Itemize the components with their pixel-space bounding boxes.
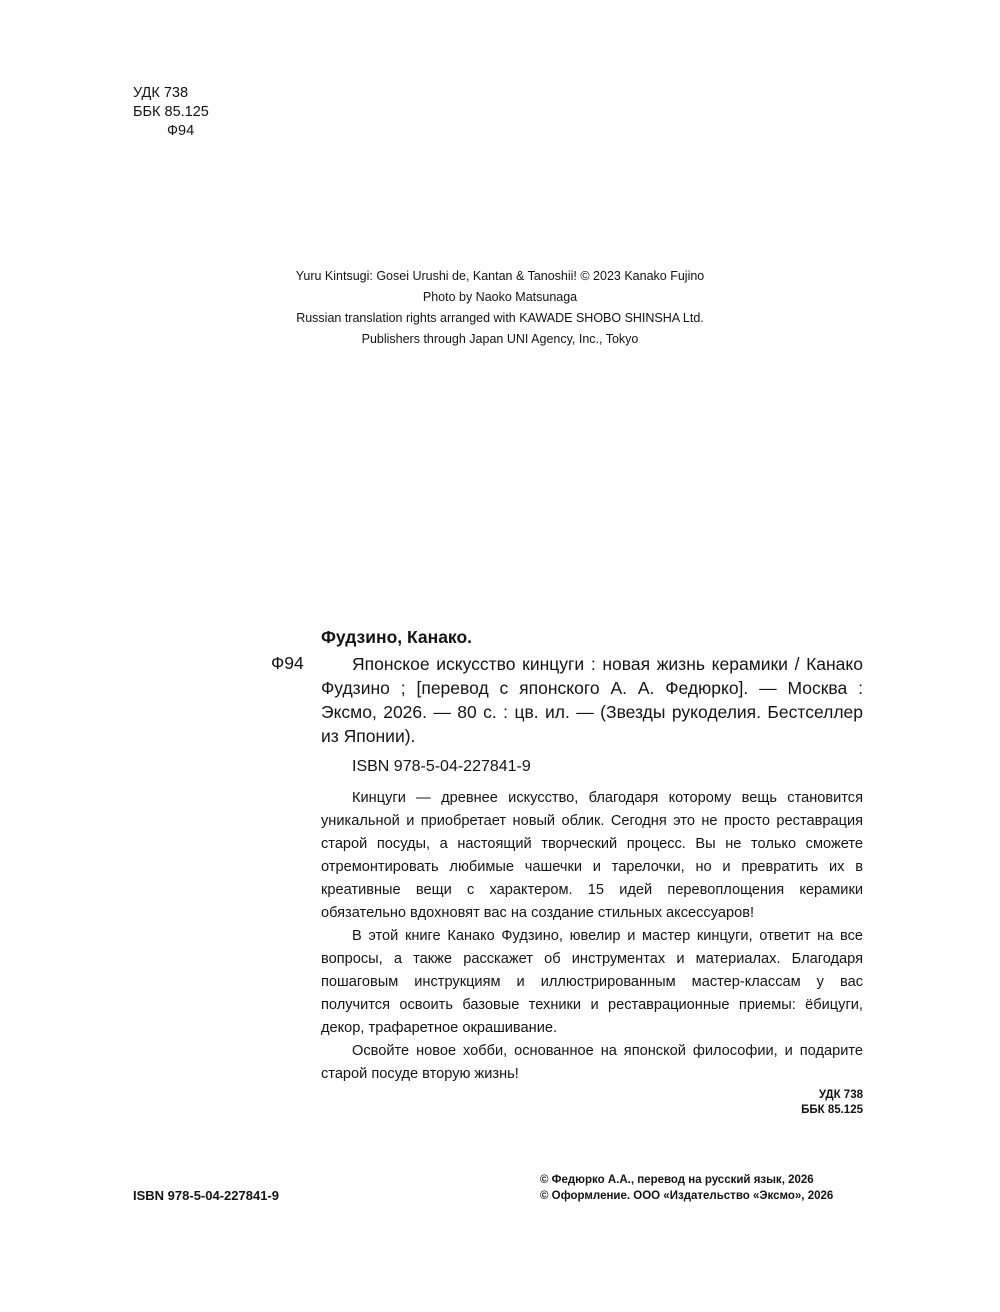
annotation — [321, 787, 863, 1086]
record-description: Японское искусство кинцуги : новая жизнь керамики / Канако Фудзино ; [перевод с японского А. А. Федюрко]. — Москва : Эксмо, 2026. — 80 с. : цв. ил. — (Звезды рукоделия. Бестселлер из Японии). — [321, 654, 863, 746]
udk-code-bottom: УДК 738 — [818, 1089, 863, 1101]
copyright-translation: © Федюрко А.А., перевод на русский язык, 2026 — [540, 1174, 814, 1186]
record-author-code: Ф94 — [271, 653, 304, 673]
author-code: Ф94 — [167, 123, 195, 139]
annotation-paragraph: Кинцуги — древнее искусство, благодаря которому вещь становится уникальной и приобретает новый облик. Сегодня это не просто реставрация старой посуды, а настоящий творческий процесс. Вы не только сможете отремонтировать любимые чашечки и тарелочки, но и превратить их в креативные вещи с характером. 15 идей перевоплощения керамики обязательно вдохновят вас на создание стильных аксессуаров! — [321, 790, 863, 921]
copyright-design: © Оформление. ООО «Издательство «Эксмо», 2026 — [540, 1189, 834, 1202]
copyright-block — [540, 1173, 833, 1204]
rights-line-photo: Photo by Naoko Matsunaga — [422, 290, 578, 304]
rights-line-original: Yuru Kintsugi: Gosei Urushi de, Kantan & Tanoshii! © 2023 Kanako Fujino — [295, 269, 705, 283]
record-author: Фудзино, Канако. — [321, 627, 473, 647]
bbk-code: ББК 85.125 — [133, 104, 209, 120]
bbk-code-bottom: ББК 85.125 — [801, 1104, 863, 1116]
annotation-paragraph: Освойте новое хобби, основанное на японской философии, и подарите старой посуде вторую жизнь! — [321, 1043, 863, 1082]
classification-top — [133, 84, 209, 141]
footer-isbn: ISBN 978-5-04-227841-9 — [133, 1188, 279, 1203]
rights-block — [240, 266, 760, 350]
annotation-paragraph: В этой книге Канако Фудзино, ювелир и мастер кинцуги, ответит на все вопросы, а также расскажет об инструментах и материалах. Благодаря пошаговым инструкциям и иллюстрированным мастер-классам у вас получится освоить базовые техники и реставрационные приемы: ёбицуги, декор, трафаретное окрашивание. — [321, 928, 863, 1036]
udk-code: УДК 738 — [133, 85, 189, 101]
rights-line-translation: Russian translation rights arranged with KAWADE SHOBO SHINSHA Ltd. — [296, 311, 704, 325]
record-isbn: ISBN 978-5-04-227841-9 — [352, 758, 531, 775]
classification-bottom — [733, 1088, 863, 1118]
rights-line-agency: Publishers through Japan UNI Agency, Inc., Tokyo — [361, 332, 639, 346]
